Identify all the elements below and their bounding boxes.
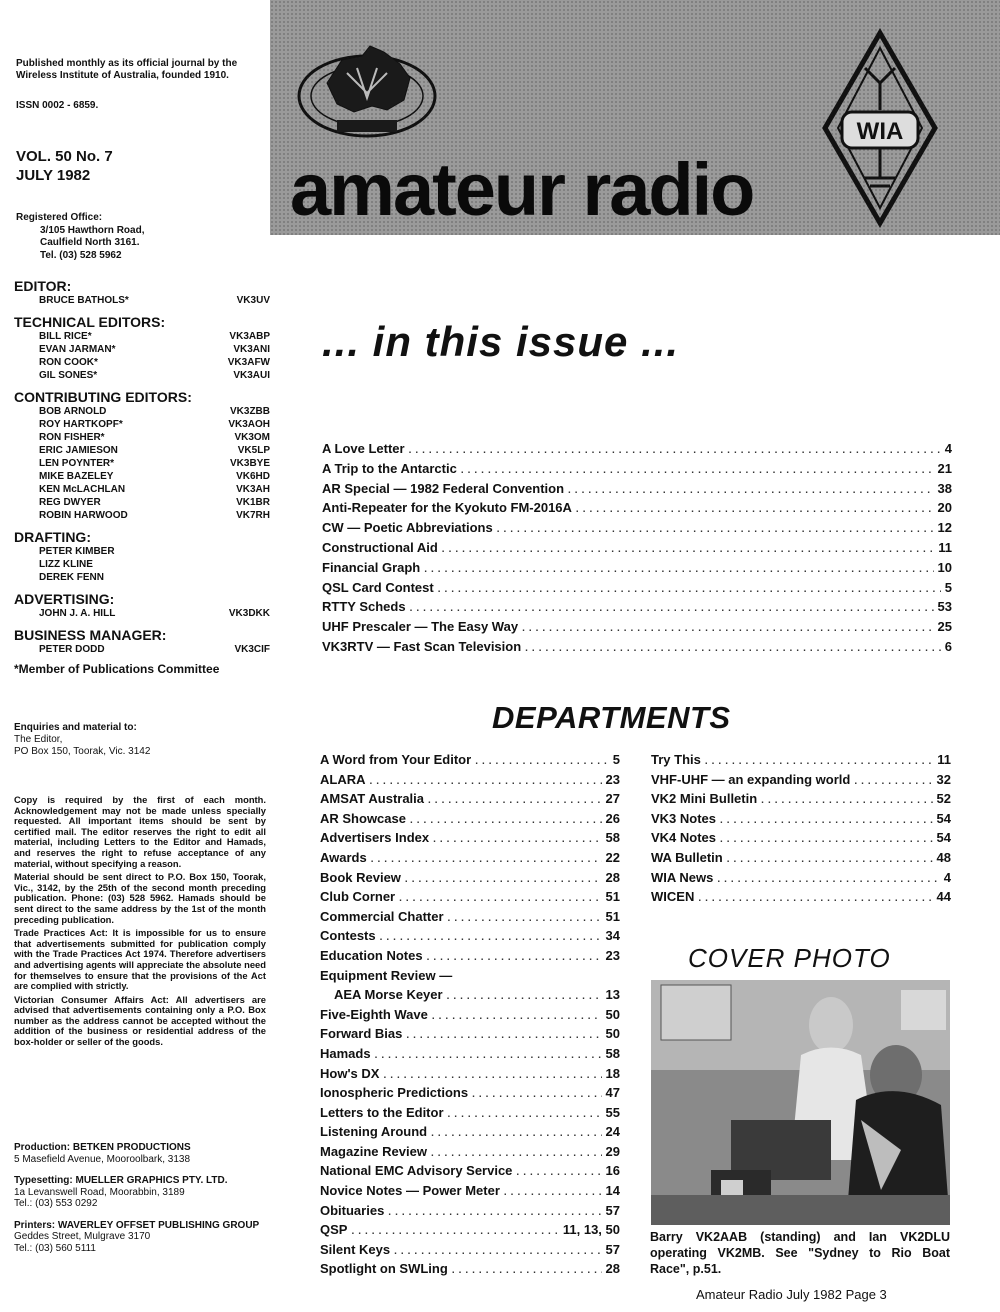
staff-callsign: VK5LP bbox=[237, 445, 270, 456]
staff-member bbox=[14, 444, 270, 457]
feature-entry bbox=[322, 520, 952, 540]
cover-photo-heading: COVER PHOTO bbox=[688, 943, 891, 973]
staff-name: REG DWYER bbox=[39, 497, 101, 508]
staff-member bbox=[14, 571, 270, 584]
toc-page-number: 34 bbox=[605, 928, 620, 944]
toc-title: Try This bbox=[651, 752, 701, 767]
enquiries-label: Enquiries and material to: bbox=[14, 722, 137, 733]
toc-title: Commercial Chatter bbox=[320, 908, 444, 924]
department-entry bbox=[320, 870, 620, 890]
fine-print-paragraph: Copy is required by the first of each month. Acknowledgement may not be made unless specially requested. All important items should be sent by certified mail. The editor reserves the right to edit all material, including Letters to the Editor and Hamads, and reserves the right to refuse acceptance of any material, without specifying a reason. bbox=[14, 794, 266, 869]
department-entry bbox=[651, 772, 951, 792]
credit-label: Printers: WAVERLEY OFFSET PUBLISHING GROUP bbox=[14, 1219, 260, 1231]
masthead-title: amateur radio bbox=[290, 148, 754, 231]
staff-heading: CONTRIBUTING EDITORS: bbox=[14, 389, 192, 405]
staff-name: RON COOK* bbox=[39, 357, 98, 368]
staff-heading: BUSINESS MANAGER: bbox=[14, 627, 167, 643]
toc-title: CW — Poetic Abbreviations bbox=[322, 520, 493, 536]
staff-callsign: VK3AUI bbox=[233, 370, 270, 381]
toc-page-number: 4 bbox=[943, 869, 951, 885]
staff-member bbox=[14, 369, 270, 382]
toc-title: AMSAT Australia bbox=[320, 791, 425, 807]
staff-member bbox=[14, 431, 270, 444]
toc-leader-dots bbox=[504, 1187, 602, 1198]
toc-page-number: 27 bbox=[605, 791, 620, 807]
staff-member bbox=[14, 545, 270, 558]
fine-print-paragraph: Material should be sent direct to P.O. Box 150, Toorak, Vic., 3142, by the 25th of the second month preceding publication. Phone: (03) 528 5962. Hamads should be sent direct to the same address by the 1st of the month preceding publication. bbox=[14, 871, 266, 925]
toc-leader-dots bbox=[428, 795, 602, 806]
department-entry bbox=[651, 850, 951, 870]
toc-title: WA Bulletin bbox=[651, 849, 723, 865]
toc-leader-dots bbox=[717, 874, 939, 885]
cover-photo bbox=[651, 980, 950, 1225]
staff-heading: ADVERTISING: bbox=[14, 591, 115, 607]
toc-page-number: 20 bbox=[937, 500, 952, 516]
department-entry bbox=[320, 987, 620, 1007]
print-credits bbox=[14, 1142, 270, 1264]
toc-leader-dots bbox=[409, 445, 941, 456]
department-entry bbox=[320, 948, 620, 968]
toc-leader-dots bbox=[394, 1246, 601, 1257]
toc-leader-dots bbox=[720, 834, 933, 845]
toc-page-number: 52 bbox=[936, 791, 951, 807]
toc-title: VK3 Notes bbox=[651, 810, 717, 826]
toc-page-number: 51 bbox=[605, 908, 620, 924]
toc-page-number: 28 bbox=[605, 869, 620, 885]
toc-leader-dots bbox=[432, 1011, 602, 1022]
toc-page-number: 23 bbox=[605, 947, 620, 963]
credit-address: Geddes Street, Mulgrave 3170 bbox=[14, 1231, 151, 1242]
toc-leader-dots bbox=[438, 584, 941, 595]
staff-heading: TECHNICAL EDITORS: bbox=[14, 314, 166, 330]
department-entry bbox=[320, 830, 620, 850]
toc-page-number: 16 bbox=[605, 1163, 620, 1179]
toc-leader-dots bbox=[427, 952, 602, 963]
staff-name: DEREK FENN bbox=[39, 572, 105, 583]
toc-page-number: 5 bbox=[612, 752, 620, 767]
toc-leader-dots bbox=[475, 756, 609, 767]
staff-name: RON FISHER* bbox=[39, 432, 105, 443]
toc-leader-dots bbox=[472, 1089, 601, 1100]
staff-name: ERIC JAMIESON bbox=[39, 445, 118, 456]
fine-print-paragraph: Victorian Consumer Affairs Act: All advertisers are advised that advertisements containing only a P.O. Box number as the address cannot be accepted without the addition of the business or residential address of the box-holder or seller of the goods. bbox=[14, 993, 266, 1048]
staff-name: ROBIN HARWOOD bbox=[39, 510, 128, 521]
toc-page-number: 11, 13, 50 bbox=[562, 1222, 620, 1238]
department-entry bbox=[320, 1066, 620, 1086]
toc-title: VHF-UHF — an expanding world bbox=[651, 771, 851, 787]
staff-callsign: VK1BR bbox=[236, 497, 270, 508]
toc-page-number: 21 bbox=[937, 460, 952, 476]
toc-leader-dots bbox=[705, 756, 933, 767]
toc-leader-dots bbox=[431, 1148, 602, 1159]
staff-name: KEN McLACHLAN bbox=[39, 484, 126, 495]
toc-leader-dots bbox=[383, 1070, 601, 1081]
office-line: Caulfield North 3161. bbox=[40, 237, 140, 248]
staff-callsign: VK3AOH bbox=[228, 419, 270, 430]
staff-member bbox=[14, 294, 270, 307]
toc-leader-dots bbox=[410, 815, 602, 826]
toc-leader-dots bbox=[433, 834, 601, 845]
toc-page-number: 38 bbox=[937, 480, 952, 496]
department-entry bbox=[320, 1026, 620, 1046]
toc-leader-dots bbox=[406, 1030, 601, 1041]
credit-phone: Tel.: (03) 560 5111 bbox=[14, 1242, 96, 1254]
toc-title: VK2 Mini Bulletin bbox=[651, 791, 758, 807]
feature-toc bbox=[322, 441, 952, 659]
toc-leader-dots bbox=[452, 1265, 602, 1276]
department-entry bbox=[320, 1105, 620, 1125]
toc-page-number: 4 bbox=[944, 441, 952, 456]
wia-logo-text: WIA bbox=[856, 118, 904, 145]
toc-page-number: 50 bbox=[605, 1026, 620, 1042]
feature-entry bbox=[322, 599, 952, 619]
staff-member bbox=[14, 607, 270, 620]
toc-page-number: 50 bbox=[605, 1006, 620, 1022]
department-entry bbox=[651, 752, 951, 772]
staff-name: BRUCE BATHOLS* bbox=[39, 295, 129, 306]
office-phone: Tel. (03) 528 5962 bbox=[40, 249, 122, 261]
toc-title: WICEN bbox=[651, 889, 695, 905]
feature-entry bbox=[322, 619, 952, 639]
enquiries-line: PO Box 150, Toorak, Vic. 3142 bbox=[14, 746, 151, 757]
toc-title: VK3RTV — Fast Scan Television bbox=[322, 638, 522, 654]
staff-name: PETER DODD bbox=[39, 644, 105, 655]
toc-page-number: 18 bbox=[605, 1065, 620, 1081]
toc-page-number: 58 bbox=[605, 1045, 620, 1061]
toc-title: Financial Graph bbox=[322, 559, 421, 575]
toc-title: A Word from Your Editor bbox=[320, 752, 472, 767]
toc-title: National EMC Advisory Service bbox=[320, 1163, 513, 1179]
toc-page-number: 32 bbox=[936, 771, 951, 787]
toc-page-number: 48 bbox=[936, 849, 951, 865]
department-entry bbox=[320, 850, 620, 870]
toc-page-number: 54 bbox=[936, 810, 951, 826]
department-entry bbox=[320, 889, 620, 909]
toc-leader-dots bbox=[370, 776, 602, 787]
feature-entry bbox=[322, 580, 952, 600]
staff-callsign: VK3ZBB bbox=[229, 406, 270, 417]
toc-leader-dots bbox=[410, 603, 934, 614]
toc-leader-dots bbox=[461, 465, 934, 476]
staff-heading: DRAFTING: bbox=[14, 529, 91, 545]
toc-leader-dots bbox=[405, 874, 602, 885]
toc-page-number: 24 bbox=[605, 1124, 620, 1140]
toc-title: Obituaries bbox=[320, 1202, 385, 1218]
toc-title: Silent Keys bbox=[320, 1241, 391, 1257]
staff-callsign: VK3BYE bbox=[229, 458, 270, 469]
toc-title: Contests bbox=[320, 928, 376, 944]
department-entry bbox=[320, 791, 620, 811]
toc-page-number: 23 bbox=[605, 771, 620, 787]
toc-title: Constructional Aid bbox=[322, 539, 438, 555]
toc-title: Awards bbox=[320, 849, 367, 865]
toc-page-number: 11 bbox=[937, 752, 951, 767]
toc-title: Education Notes bbox=[320, 947, 423, 963]
staff-name: MIKE BAZELEY bbox=[39, 471, 114, 482]
publisher-note: Published monthly as its official journal by the Wireless Institute of Australia, founded 1910. bbox=[16, 58, 238, 81]
department-entry bbox=[320, 1085, 620, 1105]
toc-page-number: 54 bbox=[936, 830, 951, 846]
toc-leader-dots bbox=[448, 913, 602, 924]
toc-title: Novice Notes — Power Meter bbox=[320, 1183, 500, 1199]
toc-title: Ionospheric Predictions bbox=[320, 1085, 469, 1101]
staff-list bbox=[14, 278, 270, 676]
toc-leader-dots bbox=[424, 564, 933, 575]
registered-office bbox=[16, 212, 144, 262]
department-entry bbox=[320, 1261, 620, 1281]
issn: ISSN 0002 - 6859. bbox=[16, 100, 99, 111]
staff-callsign: VK3ABP bbox=[229, 331, 270, 342]
toc-page-number: 12 bbox=[937, 520, 952, 536]
toc-leader-dots bbox=[568, 485, 934, 496]
toc-title: Magazine Review bbox=[320, 1143, 427, 1159]
toc-page-number: 6 bbox=[944, 638, 952, 654]
toc-title: A Trip to the Antarctic bbox=[322, 460, 457, 476]
departments-column-1 bbox=[320, 752, 620, 1281]
department-entry bbox=[320, 1183, 620, 1203]
department-entry bbox=[320, 968, 620, 988]
toc-title: Anti-Repeater for the Kyokuto FM-2016A bbox=[322, 500, 572, 516]
staff-member bbox=[14, 509, 270, 522]
credit-block bbox=[14, 1175, 270, 1210]
masthead bbox=[270, 0, 1000, 235]
staff-name: BILL RICE* bbox=[39, 331, 92, 342]
toc-leader-dots bbox=[522, 623, 933, 634]
departments-column-2 bbox=[651, 752, 951, 909]
toc-leader-dots bbox=[448, 1109, 602, 1120]
staff-callsign: VK3AH bbox=[236, 484, 270, 495]
toc-title: AR Special — 1982 Federal Convention bbox=[322, 480, 565, 496]
toc-title: QSL Card Contest bbox=[322, 579, 434, 595]
department-entry bbox=[320, 811, 620, 831]
toc-leader-dots bbox=[442, 544, 934, 555]
office-label: Registered Office: bbox=[16, 212, 103, 223]
enquiries bbox=[14, 722, 150, 758]
member-note: *Member of Publications Committee bbox=[14, 662, 220, 676]
toc-leader-dots bbox=[371, 854, 602, 865]
department-entry bbox=[651, 889, 951, 909]
toc-page-number: 57 bbox=[605, 1241, 620, 1257]
issue-date: JULY 1982 bbox=[16, 167, 91, 184]
volume-info bbox=[16, 147, 113, 185]
feature-entry bbox=[322, 441, 952, 461]
feature-entry bbox=[322, 560, 952, 580]
toc-title: ALARA bbox=[320, 771, 366, 787]
toc-page-number: 57 bbox=[605, 1202, 620, 1218]
toc-title: Club Corner bbox=[320, 889, 396, 905]
department-entry bbox=[320, 1163, 620, 1183]
staff-member bbox=[14, 405, 270, 418]
staff-callsign: VK3UV bbox=[236, 295, 270, 306]
feature-entry bbox=[322, 540, 952, 560]
department-entry bbox=[320, 1203, 620, 1223]
in-this-issue-heading: ... in this issue ... bbox=[322, 318, 680, 365]
toc-title: How's DX bbox=[320, 1065, 380, 1081]
staff-callsign: VK7RH bbox=[236, 510, 270, 521]
credit-block bbox=[14, 1220, 270, 1255]
toc-leader-dots bbox=[698, 893, 932, 904]
department-entry bbox=[651, 791, 951, 811]
staff-name: PETER KIMBER bbox=[39, 546, 115, 557]
volume-number: VOL. 50 No. 7 bbox=[16, 148, 113, 165]
cover-caption: Barry VK2AAB (standing) and Ian VK2DLU operating VK2MB. See "Sydney to Rio Boat Race", p.51. bbox=[650, 1230, 950, 1276]
staff-name: ROY HARTKOPF* bbox=[39, 419, 123, 430]
staff-member bbox=[14, 496, 270, 509]
toc-page-number: 47 bbox=[605, 1085, 620, 1101]
feature-entry bbox=[322, 500, 952, 520]
fine-print-paragraph: Trade Practices Act: It is impossible for us to ensure that advertisements submitted for publication comply with the Trade Practices Act 1974. Therefore advertisers and advertising agents will appreciate the absolute need for themselves to ensure that the provisions of the Act are complied with strictly. bbox=[14, 927, 266, 992]
toc-page-number: 58 bbox=[605, 830, 620, 846]
toc-page-number: 44 bbox=[936, 889, 951, 905]
staff-member bbox=[14, 330, 270, 343]
staff-name: JOHN J. A. HILL bbox=[39, 608, 116, 619]
toc-title: UHF Prescaler — The Easy Way bbox=[322, 619, 519, 635]
toc-leader-dots bbox=[380, 932, 602, 943]
toc-leader-dots bbox=[720, 815, 933, 826]
toc-leader-dots bbox=[431, 1128, 601, 1139]
staff-callsign: VK3OM bbox=[234, 432, 270, 443]
credit-label: Typesetting: MUELLER GRAPHICS PTY. LTD. bbox=[14, 1175, 228, 1186]
department-entry bbox=[320, 928, 620, 948]
toc-leader-dots bbox=[351, 1226, 558, 1237]
departments-heading: DEPARTMENTS bbox=[492, 700, 731, 735]
toc-leader-dots bbox=[388, 1207, 601, 1218]
fine-print bbox=[14, 795, 266, 1051]
toc-page-number: 29 bbox=[605, 1143, 620, 1159]
feature-entry bbox=[322, 481, 952, 501]
toc-page-number: 25 bbox=[937, 619, 952, 635]
department-entry bbox=[651, 830, 951, 850]
staff-member bbox=[14, 356, 270, 369]
staff-heading: EDITOR: bbox=[14, 278, 72, 294]
toc-title: AEA Morse Keyer bbox=[320, 987, 443, 1003]
toc-title: Book Review bbox=[320, 869, 401, 885]
staff-callsign: VK3DKK bbox=[228, 608, 270, 619]
staff-name: BOB ARNOLD bbox=[39, 406, 107, 417]
toc-title: Five-Eighth Wave bbox=[320, 1006, 428, 1022]
toc-page-number: 51 bbox=[605, 889, 620, 905]
toc-page-number: 5 bbox=[944, 579, 952, 595]
page-footer: Amateur Radio July 1982 Page 3 bbox=[696, 1287, 887, 1302]
staff-member bbox=[14, 470, 270, 483]
toc-page-number: 11 bbox=[938, 539, 952, 555]
department-entry bbox=[320, 1222, 620, 1242]
toc-page-number: 28 bbox=[605, 1261, 620, 1277]
toc-page-number: 26 bbox=[605, 810, 620, 826]
feature-entry bbox=[322, 639, 952, 659]
wia-diamond-logo bbox=[820, 28, 990, 233]
toc-title: QSP bbox=[320, 1222, 348, 1238]
toc-title: Listening Around bbox=[320, 1124, 428, 1140]
toc-leader-dots bbox=[727, 854, 933, 865]
toc-title: Equipment Review — bbox=[320, 967, 453, 983]
toc-leader-dots bbox=[761, 795, 932, 806]
department-entry bbox=[320, 1144, 620, 1164]
staff-member bbox=[14, 558, 270, 571]
office-line: 3/105 Hawthorn Road, bbox=[40, 224, 145, 236]
toc-title: AR Showcase bbox=[320, 810, 406, 826]
credit-label: Production: BETKEN PRODUCTIONS bbox=[14, 1142, 191, 1153]
department-entry bbox=[320, 1242, 620, 1262]
credit-address: 1a Levanswell Road, Moorabbin, 3189 bbox=[14, 1186, 185, 1198]
toc-page-number: 13 bbox=[605, 987, 620, 1003]
toc-page-number: 53 bbox=[937, 599, 952, 615]
toc-title: RTTY Scheds bbox=[322, 599, 406, 615]
toc-title: Spotlight on SWLing bbox=[320, 1261, 448, 1277]
department-entry bbox=[651, 811, 951, 831]
staff-name: LEN POYNTER* bbox=[39, 458, 115, 469]
toc-title: A Love Letter bbox=[322, 441, 405, 456]
toc-leader-dots bbox=[399, 893, 601, 904]
staff-name: EVAN JARMAN* bbox=[39, 344, 116, 355]
toc-leader-dots bbox=[447, 991, 602, 1002]
wia-seal-emblem bbox=[292, 38, 442, 148]
staff-member bbox=[14, 483, 270, 496]
toc-leader-dots bbox=[497, 524, 934, 535]
staff-callsign: VK3CIF bbox=[234, 644, 270, 655]
staff-name: GIL SONES* bbox=[39, 370, 98, 381]
toc-title: Advertisers Index bbox=[320, 830, 430, 846]
department-entry bbox=[320, 1007, 620, 1027]
credit-block bbox=[14, 1142, 270, 1165]
toc-leader-dots bbox=[516, 1167, 601, 1178]
department-entry bbox=[651, 870, 951, 890]
department-entry bbox=[320, 752, 620, 772]
toc-title: Letters to the Editor bbox=[320, 1104, 444, 1120]
credit-address: 5 Masefield Avenue, Mooroolbark, 3138 bbox=[14, 1153, 191, 1165]
toc-leader-dots bbox=[576, 504, 934, 515]
credit-phone: Tel.: (03) 553 0292 bbox=[14, 1198, 98, 1209]
feature-entry bbox=[322, 461, 952, 481]
enquiries-line: The Editor, bbox=[14, 734, 63, 745]
toc-page-number: 55 bbox=[605, 1104, 620, 1120]
toc-page-number: 14 bbox=[605, 1183, 620, 1199]
toc-title: VK4 Notes bbox=[651, 830, 717, 846]
toc-title: Forward Bias bbox=[320, 1026, 403, 1042]
toc-page-number: 10 bbox=[937, 559, 952, 575]
staff-name: LIZZ KLINE bbox=[39, 559, 93, 570]
sidebar bbox=[0, 0, 268, 1312]
department-entry bbox=[320, 772, 620, 792]
toc-leader-dots bbox=[525, 643, 941, 654]
toc-title: Hamads bbox=[320, 1045, 371, 1061]
staff-callsign: VK6HD bbox=[236, 471, 270, 482]
staff-member bbox=[14, 643, 270, 656]
toc-title: WIA News bbox=[651, 869, 714, 885]
department-entry bbox=[320, 1046, 620, 1066]
staff-member bbox=[14, 418, 270, 431]
department-entry bbox=[320, 1124, 620, 1144]
staff-member bbox=[14, 457, 270, 470]
staff-callsign: VK3ANI bbox=[233, 344, 270, 355]
department-entry bbox=[320, 909, 620, 929]
staff-callsign: VK3AFW bbox=[227, 357, 270, 368]
toc-leader-dots bbox=[854, 776, 932, 787]
staff-member bbox=[14, 343, 270, 356]
toc-leader-dots bbox=[375, 1050, 602, 1061]
toc-page-number: 22 bbox=[605, 849, 620, 865]
